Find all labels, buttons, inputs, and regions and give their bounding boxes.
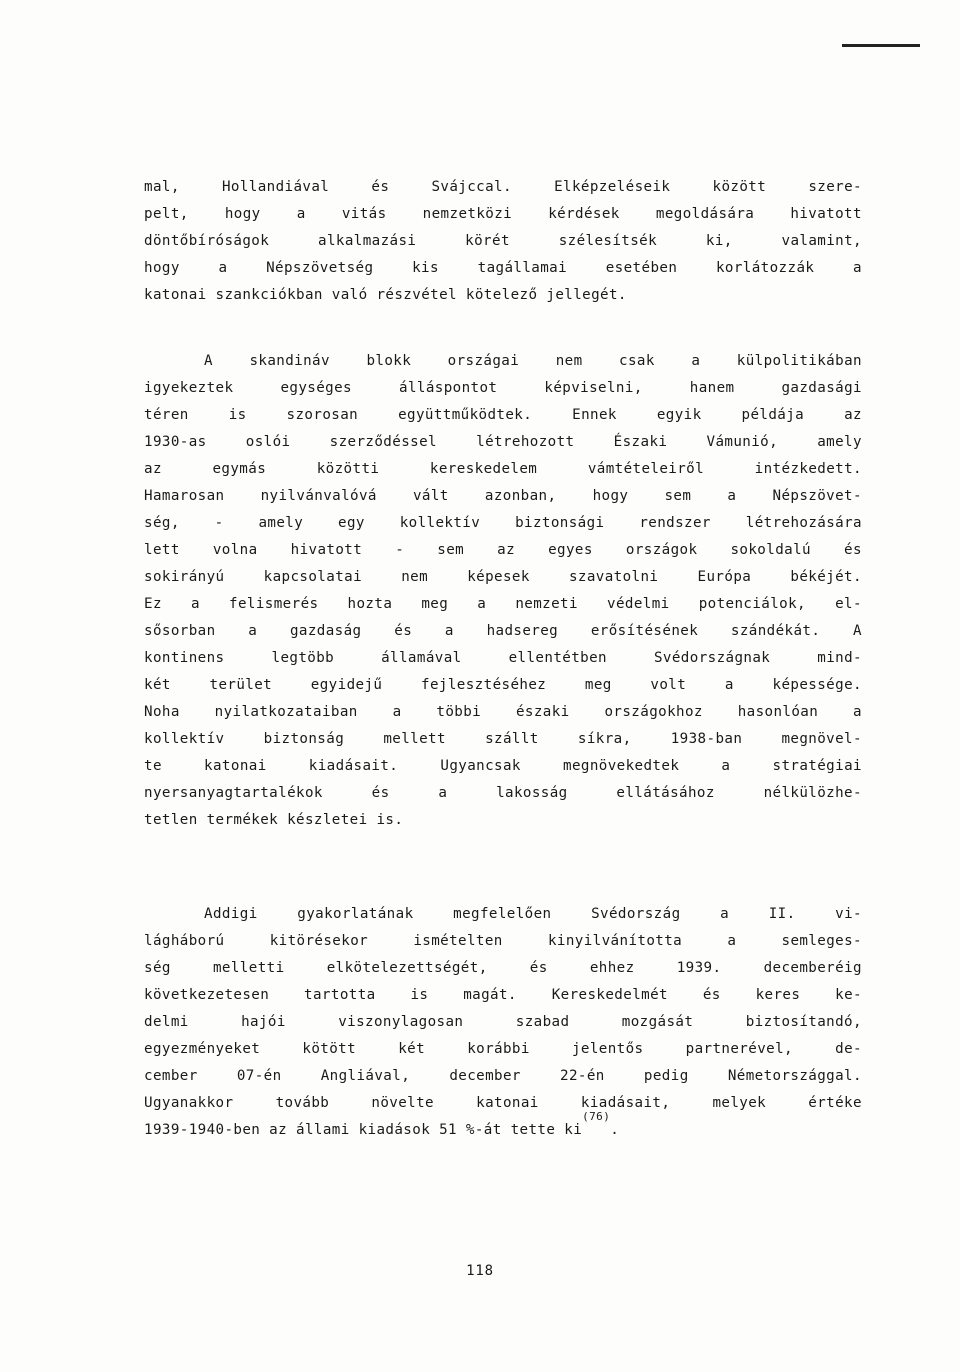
word: egymás <box>212 461 267 477</box>
word: ség <box>144 960 171 976</box>
word: jelentős <box>571 1041 644 1057</box>
line-trailing: . <box>610 1122 620 1138</box>
word: kitörésekor <box>269 933 369 949</box>
word: mellett <box>383 731 446 747</box>
word: sem <box>437 542 465 558</box>
word: hogy <box>224 206 261 222</box>
word: esetében <box>605 260 678 276</box>
word: kollektív <box>399 515 481 531</box>
word: Elképzeléseik <box>554 179 671 195</box>
word: lágháború <box>144 933 225 949</box>
word: sem <box>664 488 692 504</box>
word: szorosan <box>286 407 359 423</box>
text-line <box>144 901 862 928</box>
word: alkalmazási <box>318 233 417 249</box>
word: azonban, <box>484 488 557 504</box>
word: téren <box>144 407 189 423</box>
word: a <box>853 704 862 720</box>
text-line <box>144 591 862 618</box>
word: országai <box>447 353 520 369</box>
text-line <box>144 753 862 780</box>
paragraph-2 <box>144 348 862 834</box>
word: Svájccal. <box>431 179 512 195</box>
text-line <box>144 564 862 591</box>
word: kiadásait. <box>308 758 399 774</box>
word: 1938-ban <box>670 731 743 747</box>
word: országok <box>625 542 698 558</box>
word: igyekeztek <box>144 380 234 396</box>
word: megfelelően <box>453 906 552 922</box>
word: képviselni, <box>544 380 643 396</box>
word: egyidejű <box>310 677 383 693</box>
word: körét <box>465 233 510 249</box>
text-line <box>144 510 862 537</box>
word: Északi <box>613 434 668 450</box>
word: nem <box>401 569 429 585</box>
word: intézkedett. <box>754 461 862 477</box>
word: meg <box>584 677 612 693</box>
word: elkötelezettségét, <box>326 960 488 976</box>
word: a <box>721 758 731 774</box>
word: ellátásához <box>616 785 715 801</box>
word: a <box>477 596 487 612</box>
word: te <box>144 758 162 774</box>
word: békéjét. <box>790 569 862 585</box>
word: ség, <box>144 515 180 531</box>
word: hasonlóan <box>737 704 819 720</box>
word: is <box>228 407 247 423</box>
word: gyakorlatának <box>297 906 414 922</box>
word: a <box>296 206 306 222</box>
word: közötti <box>316 461 380 477</box>
word: Ennek <box>572 407 617 423</box>
word: a <box>438 785 448 801</box>
word: egyes <box>548 542 593 558</box>
page-number: 118 <box>466 1263 494 1279</box>
word: nyersanyagtartalékok <box>144 785 323 801</box>
word: Hollandiával <box>221 179 330 195</box>
word: kiadásait, <box>580 1095 671 1111</box>
word: egyik <box>656 407 702 423</box>
word: erősítésének <box>590 623 699 639</box>
text-line <box>144 955 862 982</box>
text-line <box>144 618 862 645</box>
text-line <box>144 348 862 375</box>
word: országokhoz <box>604 704 703 720</box>
text-line <box>144 282 862 309</box>
text-line <box>144 1036 862 1063</box>
text-line <box>144 1090 862 1117</box>
text-line <box>144 228 862 255</box>
word: is <box>410 987 429 1003</box>
word: melyek <box>712 1095 767 1111</box>
word: keres <box>755 987 801 1003</box>
word: melletti <box>212 960 285 976</box>
word: Svédország <box>591 906 681 922</box>
line-text: tetlen termékek készletei is. <box>144 812 404 828</box>
word: meg <box>421 596 449 612</box>
word: az <box>844 407 862 423</box>
word: fejlesztéséhez <box>421 677 547 693</box>
word: hogy <box>144 260 180 276</box>
word: viszonylagosan <box>338 1014 464 1030</box>
text-line <box>144 726 862 753</box>
word: vi- <box>835 906 862 922</box>
word: Vámunió, <box>706 434 779 450</box>
word: de- <box>835 1041 862 1057</box>
word: lett <box>144 542 180 558</box>
text-line <box>144 1063 862 1090</box>
word: Európa <box>697 569 752 585</box>
word: álláspontot <box>399 380 498 396</box>
word: Ez <box>144 596 162 612</box>
word: növelte <box>371 1095 434 1111</box>
word: vált <box>412 488 449 504</box>
word: magát. <box>463 987 517 1003</box>
word: hanem <box>689 380 735 396</box>
word: A <box>853 623 862 639</box>
word: mal, <box>144 179 180 195</box>
word: északi <box>515 704 570 720</box>
word: Addigi <box>204 906 258 922</box>
word: semleges- <box>781 933 862 949</box>
word: hivatott <box>790 206 862 222</box>
word: Svédországnak <box>653 650 771 666</box>
word: hajói <box>241 1014 286 1030</box>
text-line <box>144 807 862 834</box>
word: mozgását <box>621 1014 694 1030</box>
word: volt <box>650 677 687 693</box>
word: a <box>853 260 862 276</box>
word: hozta <box>347 596 393 612</box>
text-line <box>144 928 862 955</box>
word: sokoldalú <box>730 542 811 558</box>
word: - <box>395 542 405 558</box>
word: szerződéssel <box>329 434 437 450</box>
word: Angliával, <box>320 1068 411 1084</box>
word: Noha <box>144 704 180 720</box>
word: kötött <box>302 1041 357 1057</box>
word: kontinens <box>144 650 225 666</box>
scan-corner-mark <box>842 44 920 47</box>
word: skandináv <box>249 353 330 369</box>
text-line <box>144 672 862 699</box>
word: december <box>449 1068 521 1084</box>
text-line <box>144 1110 862 1144</box>
word: a <box>727 488 737 504</box>
word: a <box>392 704 402 720</box>
word: tovább <box>275 1095 330 1111</box>
word: ellentétben <box>508 650 607 666</box>
word: síkra, <box>577 731 632 747</box>
text-line <box>144 699 862 726</box>
word: - <box>214 515 224 531</box>
word: kinyilvánította <box>547 933 683 949</box>
word: szabad <box>515 1014 570 1030</box>
word: megnövekedtek <box>563 758 680 774</box>
word: valamint, <box>781 233 862 249</box>
word: államával <box>381 650 462 666</box>
word: gazdaság <box>289 623 362 639</box>
word: gazdasági <box>781 380 862 396</box>
word: szere- <box>808 179 862 195</box>
word: egy <box>338 515 365 531</box>
word: mind- <box>817 650 862 666</box>
word: katonai <box>476 1095 539 1111</box>
paragraph-1 <box>144 174 862 309</box>
word: védelmi <box>607 596 670 612</box>
word: sokirányú <box>144 569 225 585</box>
text-line <box>144 982 862 1009</box>
word: 1930-as <box>144 434 207 450</box>
word: megoldására <box>655 206 755 222</box>
word: amely <box>258 515 304 531</box>
word: két <box>398 1041 426 1057</box>
word: csak <box>619 353 655 369</box>
footnote-ref: (76) <box>582 1110 611 1123</box>
word: biztonsági <box>515 515 605 531</box>
word: szélesítsék <box>558 233 658 249</box>
word: kis <box>412 260 439 276</box>
word: stratégiai <box>772 758 862 774</box>
word: rendszer <box>639 515 711 531</box>
word: vámtételeiről <box>587 461 705 477</box>
word: sősorban <box>144 623 216 639</box>
paragraph-3 <box>144 901 862 1144</box>
word: tagállamai <box>477 260 568 276</box>
word: és <box>702 987 721 1003</box>
text-line <box>144 537 862 564</box>
word: potenciálok, <box>698 596 807 612</box>
word: nélkülözhe- <box>763 785 862 801</box>
word: ki, <box>705 233 733 249</box>
word: oslói <box>245 434 291 450</box>
word: Népszövetség <box>266 260 374 276</box>
word: és <box>529 960 548 976</box>
word: el- <box>835 596 862 612</box>
text-line <box>144 456 862 483</box>
word: biztonság <box>263 731 345 747</box>
word: tartotta <box>304 987 376 1003</box>
word: nyilvánvalóvá <box>260 488 377 504</box>
word: Hamarosan <box>144 488 225 504</box>
word: felismerés <box>229 596 319 612</box>
word: volna <box>212 542 258 558</box>
line-text: 1939-1940-ben az állami kiadások 51 %-át tette ki <box>144 1122 583 1138</box>
word: kereskedelem <box>429 461 538 477</box>
word: decemberéig <box>763 960 862 976</box>
word: a <box>691 353 701 369</box>
word: képessége. <box>772 677 862 693</box>
text-line <box>144 375 862 402</box>
word: legtöbb <box>271 650 335 666</box>
word: Kereskedelmét <box>551 987 668 1003</box>
word: vitás <box>341 206 387 222</box>
text-line <box>144 201 862 228</box>
word: cember <box>144 1068 198 1084</box>
text-line <box>144 174 862 201</box>
word: az <box>144 461 162 477</box>
word: és <box>844 542 862 558</box>
text-line <box>144 483 862 510</box>
text-line <box>144 645 862 672</box>
word: és <box>394 623 413 639</box>
word: között <box>712 179 767 195</box>
word: delmi <box>144 1014 189 1030</box>
word: pedig <box>643 1068 689 1084</box>
word: partnerével, <box>685 1041 793 1057</box>
word: a <box>727 933 737 949</box>
text-line <box>144 429 862 456</box>
word: katonai <box>204 758 267 774</box>
word: következetesen <box>144 987 270 1003</box>
word: a <box>190 596 200 612</box>
word: megnövel- <box>781 731 862 747</box>
word: két <box>144 677 171 693</box>
word: 07-én <box>236 1068 282 1084</box>
word: és <box>371 179 390 195</box>
word: létrehozására <box>745 515 862 531</box>
word: külpolitikában <box>736 353 862 369</box>
word: Ugyanakkor <box>144 1095 234 1111</box>
text-line <box>144 1009 862 1036</box>
word: és <box>371 785 390 801</box>
word: nem <box>555 353 583 369</box>
word: szándékát. <box>730 623 821 639</box>
word: egyezményeket <box>144 1041 261 1057</box>
word: amely <box>817 434 862 450</box>
word: egységes <box>280 380 352 396</box>
word: korlátozzák <box>715 260 815 276</box>
word: az <box>497 542 516 558</box>
word: együttműködtek. <box>398 407 533 423</box>
word: biztosítandó, <box>745 1014 862 1030</box>
word: pelt, <box>144 206 189 222</box>
word: Németországgal. <box>727 1068 862 1084</box>
word: szavatolni <box>568 569 659 585</box>
word: kérdések <box>548 206 620 222</box>
word: nemzeti <box>515 596 578 612</box>
word: ke- <box>835 987 862 1003</box>
word: példája <box>741 407 805 423</box>
word: a <box>218 260 228 276</box>
word: szállt <box>485 731 539 747</box>
word: többi <box>436 704 482 720</box>
text-line <box>144 402 862 429</box>
word: hogy <box>592 488 629 504</box>
word: ismételten <box>413 933 503 949</box>
word: hadsereg <box>486 623 559 639</box>
word: kollektív <box>144 731 225 747</box>
word: létrehozott <box>476 434 575 450</box>
word: nyilatkozataiban <box>214 704 358 720</box>
word: Ugyancsak <box>440 758 521 774</box>
word: A <box>204 353 213 369</box>
word: nemzetközi <box>422 206 513 222</box>
word: Népszövet- <box>772 488 862 504</box>
word: értéke <box>808 1095 862 1111</box>
text-line <box>144 255 862 282</box>
word: képesek <box>467 569 530 585</box>
text-line <box>144 780 862 807</box>
word: korábbi <box>467 1041 530 1057</box>
word: 1939. <box>676 960 722 976</box>
word: II. <box>768 906 796 922</box>
word: hivatott <box>290 542 363 558</box>
word: a <box>444 623 454 639</box>
word: a <box>724 677 734 693</box>
word: a <box>248 623 258 639</box>
line-text: katonai szankciókban való részvétel kötelező jellegét. <box>144 287 627 303</box>
word: ehhez <box>589 960 635 976</box>
word: terület <box>209 677 273 693</box>
word: lakosság <box>496 785 568 801</box>
word: 22-én <box>560 1068 605 1084</box>
word: blokk <box>366 353 412 369</box>
word: kapcsolatai <box>263 569 363 585</box>
word: döntőbíróságok <box>144 233 270 249</box>
word: a <box>720 906 730 922</box>
